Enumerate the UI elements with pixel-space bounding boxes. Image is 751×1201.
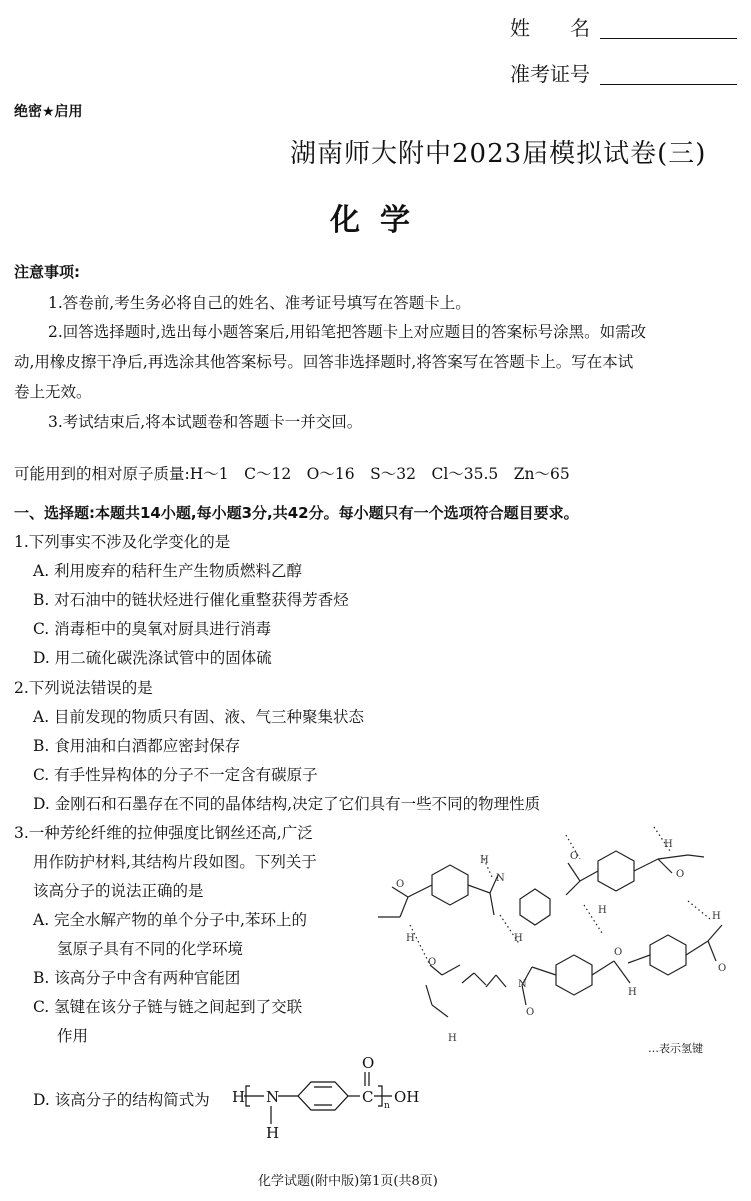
q3-stem-line-1: 3.一种芳纶纤维的拉伸强度比钢丝还高,广泛 xyxy=(14,824,313,842)
figure-o-label: O xyxy=(570,851,579,862)
q2-option-c: C. 有手性异构体的分子不一定含有碳原子 xyxy=(33,766,318,784)
name-label: 姓 名 xyxy=(510,16,590,40)
figure-h-label: H xyxy=(664,839,673,850)
notes-heading: 注意事项: xyxy=(14,263,80,281)
q3-stem-line-3: 该高分子的说法正确的是 xyxy=(33,882,204,900)
benzene-ring-3 xyxy=(556,955,592,995)
q1-option-c: C. 消毒柜中的臭氧对厨具进行消毒 xyxy=(33,620,272,638)
figure-o-label: O xyxy=(614,947,623,958)
q2-option-a: A. 目前发现的物质只有固、液、气三种聚集状态 xyxy=(33,708,365,726)
figure-h-label: H xyxy=(628,987,637,998)
name-field[interactable] xyxy=(600,38,737,39)
q3-option-c-line-1: C. 氢键在该分子链与链之间起到了交联 xyxy=(33,998,303,1016)
q1-option-b: B. 对石油中的链状烃进行催化重整获得芳香烃 xyxy=(33,591,349,609)
formula-n-h: H xyxy=(266,1124,280,1142)
figure-o-label: O xyxy=(676,869,685,880)
exam-id-field[interactable] xyxy=(600,84,737,85)
q3-option-b: B. 该高分子中含有两种官能团 xyxy=(33,969,241,987)
q2-option-b: B. 食用油和白酒都应密封保存 xyxy=(33,737,241,755)
q3-option-c-line-2: 作用 xyxy=(57,1027,89,1045)
benzene-ring-partial xyxy=(520,889,550,925)
figure-h-label: H xyxy=(448,1033,457,1044)
figure-legend: …表示氢键 xyxy=(648,1042,703,1055)
figure-h-label: H xyxy=(712,911,721,922)
subject-title: 化学 xyxy=(330,203,430,238)
figure-n-label: N xyxy=(518,979,527,990)
note-item-2-line-1: 2.回答选择题时,选出每小题答案后,用铅笔把答题卡上对应题目的答案标号涂黑。如需改 xyxy=(48,323,647,341)
q1-stem: 1.下列事实不涉及化学变化的是 xyxy=(14,533,231,551)
q3-option-a-line-1: A. 完全水解产物的单个分子中,苯环上的 xyxy=(33,911,307,929)
figure-h-label: H xyxy=(514,933,523,944)
note-item-3: 3.考试结束后,将本试题卷和答题卡一并交回。 xyxy=(48,413,363,431)
formula-oh: OH xyxy=(394,1088,420,1106)
formula-o-top: O xyxy=(362,1054,375,1072)
q3-option-a-line-2: 氢原子具有不同的化学环境 xyxy=(57,940,244,958)
q2-option-d: D. 金刚石和石墨存在不同的晶体结构,决定了它们具有一些不同的物理性质 xyxy=(33,795,541,813)
q1-option-a: A. 利用废弃的秸秆生产生物质燃料乙醇 xyxy=(33,562,303,580)
polymer-chain-drawing xyxy=(378,851,722,1017)
formula-subscript-n: n xyxy=(384,1101,390,1111)
atomic-masses: 可能用到的相对原子质量:H～1 C～12 O～16 S～32 Cl～35.5 Zn～65 xyxy=(14,465,570,483)
benzene-ring-1 xyxy=(432,865,468,905)
exam-title: 湖南师大附中2023届模拟试卷(三) xyxy=(290,139,707,169)
q1-option-d: D. 用二硫化碳洗涤试管中的固体硫 xyxy=(33,649,272,667)
benzene-ring-4 xyxy=(650,935,686,975)
exam-id-label: 准考证号 xyxy=(510,62,590,86)
figure-n-label: N xyxy=(496,873,505,884)
formula-c: C xyxy=(362,1088,374,1106)
q2-stem: 2.下列说法错误的是 xyxy=(14,679,153,697)
q3-option-d-prefix: D. 该高分子的结构简式为 xyxy=(33,1091,210,1109)
secret-mark: 绝密★启用 xyxy=(14,104,83,120)
figure-h-label: H xyxy=(406,933,415,944)
note-item-2-line-3: 卷上无效。 xyxy=(14,383,92,401)
figure-o-label: O xyxy=(526,1007,535,1018)
formula-benzene-ring xyxy=(298,1082,348,1110)
figure-o-label: O xyxy=(428,957,437,968)
monomer-formula xyxy=(228,1050,428,1150)
figure-h-label: H xyxy=(598,905,607,916)
q3-stem-line-2: 用作防护材料,其结构片段如图。下列关于 xyxy=(33,853,317,871)
section-heading: 一、选择题:本题共14小题,每小题3分,共42分。每小题只有一个选项符合题目要求。 xyxy=(14,504,579,522)
note-item-1: 1.答卷前,考生务必将自己的姓名、准考证号填写在答题卡上。 xyxy=(48,294,471,312)
polymer-structure-figure xyxy=(370,815,740,1065)
note-item-2-line-2: 动,用橡皮擦干净后,再选涂其他答案标号。回答非选择题时,将答案写在答题卡上。写在本试 xyxy=(14,353,634,371)
page-footer: 化学试题(附中版)第1页(共8页) xyxy=(258,1174,438,1189)
figure-o-label: O xyxy=(718,963,727,974)
figure-o-label: O xyxy=(396,879,405,890)
figure-h-label: H xyxy=(480,855,489,866)
benzene-ring-2 xyxy=(598,851,634,891)
formula-h-left: H xyxy=(232,1088,246,1106)
formula-n: N xyxy=(266,1088,280,1106)
